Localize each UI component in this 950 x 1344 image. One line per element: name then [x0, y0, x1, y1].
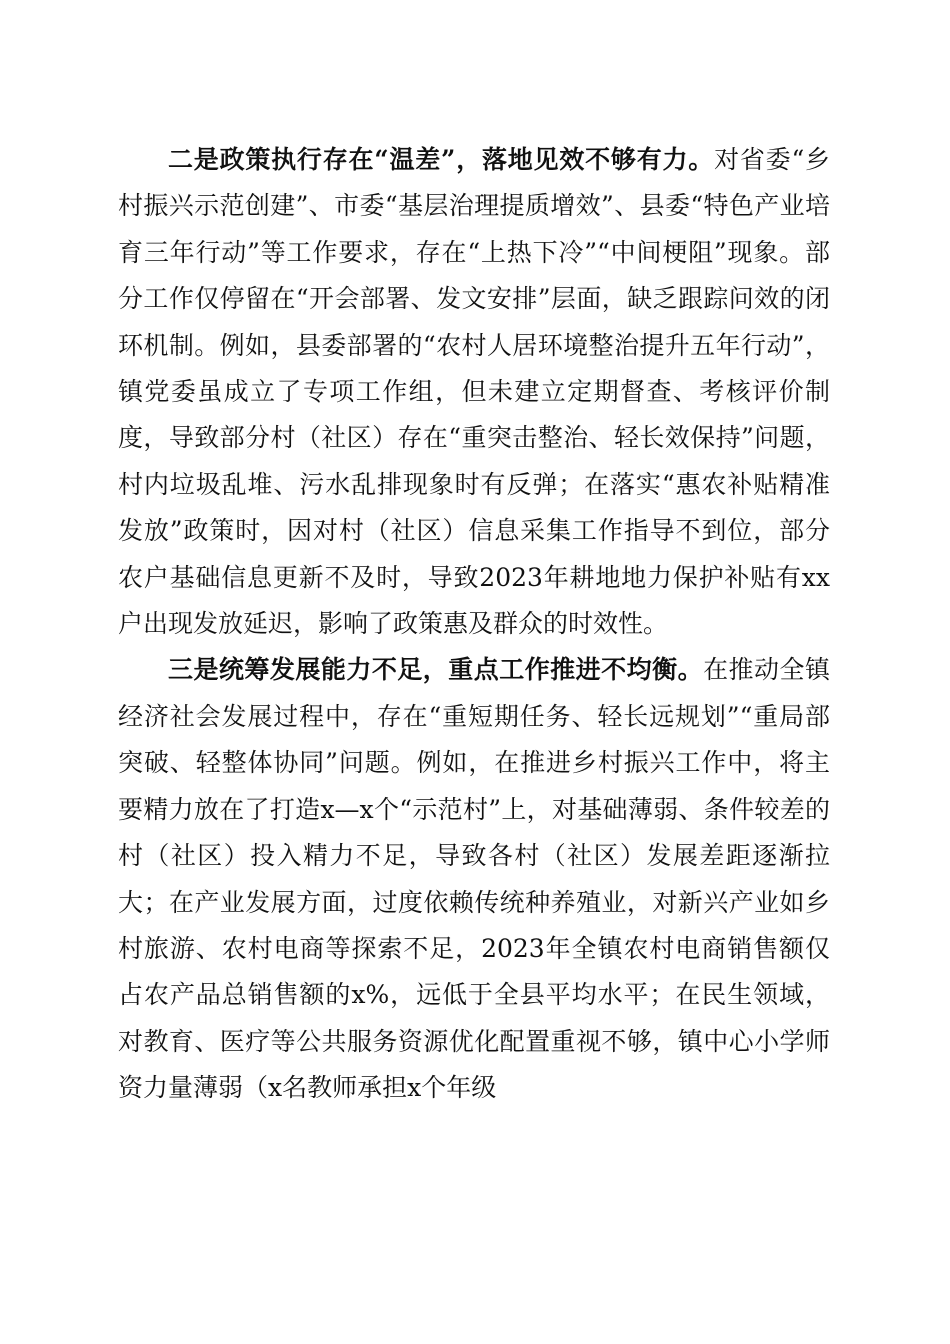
paragraph-lead: 三是统筹发展能力不足，重点工作推进不均衡。 — [168, 655, 704, 685]
document-body — [118, 137, 830, 1112]
paragraph-body: 对省委“乡村振兴示范创建”、市委“基层治理提质增效”、县委“特色产业培育三年行动”等工作要求，存在“上热下冷”“中间梗阻”现象。部分工作仅停留在“开会部署、发文安排”层面，缺乏跟踪问效的闭环机制。例如，县委部署的“农村人居环境整治提升五年行动”，镇党委虽成立了专项工作组，但未建立定期督查、考核评价制度，导致部分村（社区）存在“重突击整治、轻长效保持”问题，村内垃圾乱堆、污水乱排现象时有反弹；在落实“惠农补贴精准发放”政策时，因对村（社区）信息采集工作指导不到位，部分农户基础信息更新不及时，导致2023年耕地地力保护补贴有xx户出现发放延迟，影响了政策惠及群众的时效性。 — [118, 145, 831, 639]
paragraph-coordinated-development — [118, 647, 830, 1111]
paragraph-body: 在推动全镇经济社会发展过程中，存在“重短期任务、轻长远规划”“重局部突破、轻整体协同”问题。例如，在推进乡村振兴工作中，将主要精力放在了打造x—x个“示范村”上，对基础薄弱、条件较差的村（社区）投入精力不足，导致各村（社区）发展差距逐渐拉大；在产业发展方面，过度依赖传统种养殖业，对新兴产业如乡村旅游、农村电商等探索不足，2023年全镇农村电商销售额仅占农产品总销售额的x%，远低于全县平均水平；在民生领域，对教育、医疗等公共服务资源优化配置重视不够，镇中心小学师资力量薄弱（x名教师承担x个年级 — [118, 655, 830, 1103]
paragraph-lead: 二是政策执行存在“温差”，落地见效不够有力。 — [168, 145, 715, 174]
paragraph-policy-execution — [118, 137, 830, 647]
